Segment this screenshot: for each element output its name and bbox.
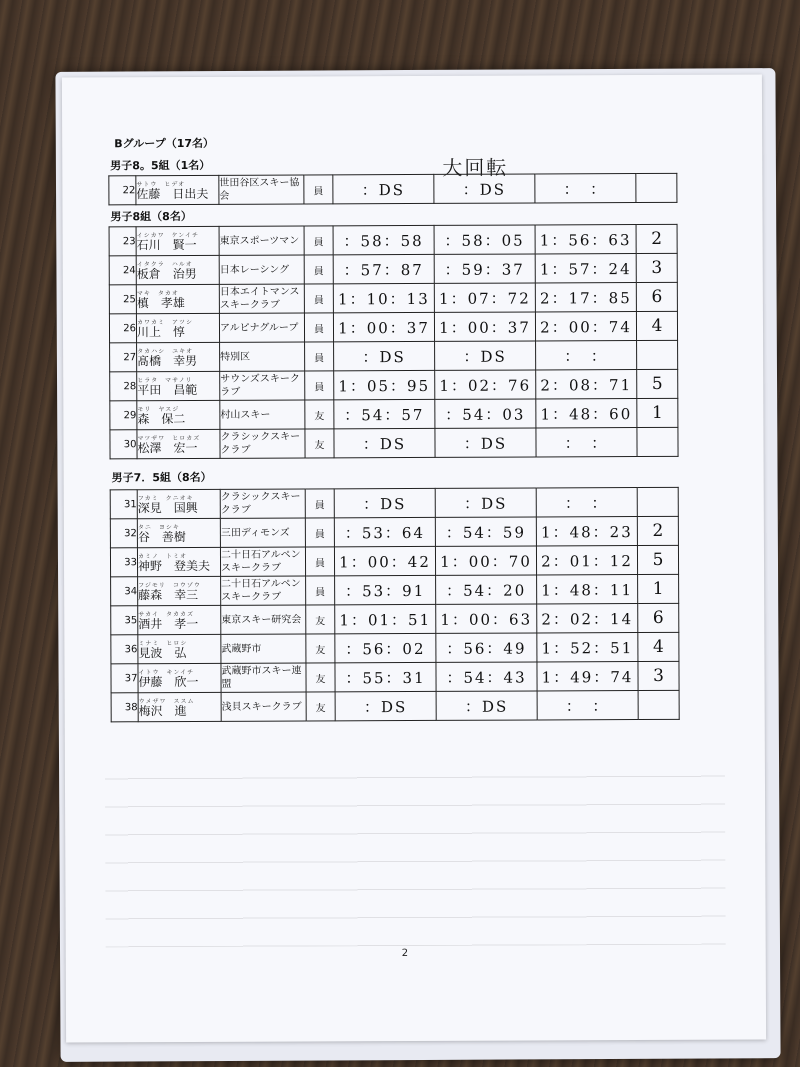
racer-name: [137, 371, 220, 400]
name-kanji: 伊藤 欣一: [138, 674, 199, 689]
section-title: 男子7．5組（8名）: [111, 470, 212, 485]
club-name: 日本エイトマンススキークラブ: [219, 284, 304, 313]
name-furigana: マキ タカオ: [136, 289, 179, 297]
racer-name: [138, 663, 221, 692]
member-type: 員: [304, 255, 333, 284]
club-name: クラシックスキークラブ: [220, 429, 305, 458]
name-furigana: カミノ トミオ: [137, 552, 188, 560]
bib-number: 34: [111, 577, 138, 606]
name-furigana: フジモリ コウゾウ: [138, 581, 201, 589]
name-kanji: 石川 賢一: [136, 237, 197, 252]
run1-time: ：53：91: [335, 575, 436, 604]
total-time: ： ：: [535, 174, 636, 203]
page-number: 2: [401, 948, 409, 960]
racer-name: [138, 634, 221, 663]
club-name: 浅貝スキークラブ: [221, 692, 306, 721]
club-name: 東京スキー研究会: [221, 605, 306, 634]
results-table: [108, 173, 677, 205]
rank: [638, 690, 679, 719]
member-type: 員: [306, 576, 335, 605]
run2-time: 1：00：63: [436, 604, 537, 633]
run2-time: ：54：03: [435, 399, 536, 428]
run1-time: ：53：64: [334, 517, 435, 546]
run2-time: ：DS: [435, 341, 536, 370]
table-row: [109, 253, 677, 284]
rank: [636, 173, 677, 202]
run1-time: 1：01：51: [335, 604, 436, 633]
total-time: ： ：: [536, 341, 637, 370]
rank: 5: [637, 369, 678, 398]
racer-name: [137, 429, 220, 458]
member-type: 員: [304, 175, 333, 204]
bib-number: 23: [109, 227, 136, 256]
run1-time: ：DS: [335, 691, 436, 720]
bib-number: 25: [109, 285, 136, 314]
run2-time: 1：02：76: [435, 370, 536, 399]
total-time: 1：48：60: [536, 399, 637, 428]
member-type: 員: [304, 313, 333, 342]
club-name: アルピナグループ: [219, 313, 304, 342]
bib-number: 30: [110, 430, 137, 459]
run1-time: ：DS: [334, 341, 435, 370]
name-kanji: 神野 登美夫: [137, 558, 211, 573]
total-time: 1：48：23: [536, 517, 637, 546]
name-kanji: 佐藤 日出夫: [136, 186, 209, 201]
run2-time: ：56：49: [436, 633, 537, 662]
run1-time: ：DS: [333, 174, 434, 203]
name-furigana: ミナミ ヒロシ: [138, 639, 188, 647]
rank: 2: [636, 224, 677, 253]
rank: [637, 340, 678, 369]
results-sheet: [62, 74, 766, 1042]
member-type: 友: [306, 692, 335, 721]
club-name: 武蔵野市スキー連盟: [221, 663, 306, 692]
run1-time: 1：00：37: [333, 312, 434, 341]
rank: 5: [637, 545, 678, 574]
bib-number: 28: [110, 372, 137, 401]
racer-name: [138, 605, 221, 634]
run1-time: 1：10：13: [333, 283, 434, 312]
name-kanji: 松澤 宏一: [137, 440, 198, 455]
run2-time: ：DS: [435, 428, 536, 457]
racer-name: [136, 255, 219, 284]
rank: 6: [638, 603, 679, 632]
name-kanji: 板倉 治男: [136, 266, 197, 281]
total-time: 2：02：14: [537, 604, 638, 633]
table-row: [111, 603, 679, 634]
table-row: [110, 427, 678, 458]
total-time: 1：57：24: [535, 254, 636, 283]
rank: 1: [637, 398, 678, 427]
name-furigana: マツザワ ヒロカズ: [137, 434, 201, 442]
run1-time: ：58：58: [333, 225, 434, 254]
bib-number: 29: [110, 401, 137, 430]
bib-number: 36: [111, 635, 138, 664]
table-row: [109, 282, 677, 313]
table-row: [111, 661, 679, 692]
run1-time: ：57：87: [333, 254, 434, 283]
table-row: [110, 516, 678, 547]
club-name: 特別区: [220, 342, 305, 371]
run1-time: ：54：57: [334, 399, 435, 428]
member-type: 員: [305, 547, 334, 576]
run2-time: ：59：37: [434, 254, 535, 283]
member-type: 友: [306, 605, 335, 634]
member-type: 員: [304, 284, 333, 313]
bib-number: 32: [110, 519, 137, 548]
racer-name: [137, 400, 220, 429]
member-type: 員: [305, 518, 334, 547]
racer-name: [136, 226, 219, 255]
name-kanji: 川上 惇: [136, 324, 186, 339]
run1-time: 1：05：95: [334, 370, 435, 399]
racer-name: [136, 313, 219, 342]
racer-name: [137, 489, 220, 518]
name-furigana: タニ ヨシキ: [137, 523, 180, 531]
group-title: Bグループ（17名）: [114, 136, 215, 151]
total-time: 1：49：74: [537, 662, 638, 691]
rank: [637, 487, 678, 516]
table-row: [109, 173, 677, 204]
club-name: 二十日石アルペンスキークラブ: [221, 576, 306, 605]
bib-number: 27: [110, 343, 137, 372]
total-time: 1：56：63: [535, 225, 636, 254]
name-kanji: 森 保二: [137, 411, 186, 426]
rank: 4: [636, 311, 677, 340]
total-time: 1：52：51: [537, 633, 638, 662]
total-time: 2：08：71: [536, 370, 637, 399]
rank: 2: [637, 516, 678, 545]
table-row: [110, 398, 678, 429]
name-kanji: 谷 善樹: [137, 529, 186, 544]
name-furigana: イシカワ ケンイチ: [136, 231, 200, 239]
total-time: ： ：: [536, 488, 637, 517]
club-name: 武蔵野市: [221, 634, 306, 663]
name-furigana: モリ ヤスジ: [137, 405, 180, 413]
run2-time: ：DS: [436, 691, 537, 720]
member-type: 友: [306, 663, 335, 692]
club-name: 二十日石アルペンスキークラブ: [220, 547, 305, 576]
handwritten-event-title: 大回転: [442, 155, 509, 180]
run2-time: ：58：05: [434, 225, 535, 254]
bib-number: 26: [109, 314, 136, 343]
bib-number: 22: [109, 176, 136, 205]
club-name: 村山スキー: [220, 400, 305, 429]
name-furigana: カワカミ アツシ: [136, 318, 193, 326]
run2-time: ：DS: [435, 488, 536, 517]
results-table: [110, 487, 680, 722]
rank: 3: [636, 253, 677, 282]
bib-number: 38: [111, 693, 138, 722]
club-name: 東京スポーツマン: [219, 226, 304, 255]
table-row: [109, 224, 677, 255]
name-furigana: サトウ ヒデオ: [136, 180, 186, 188]
run1-time: ：55：31: [335, 662, 436, 691]
table-row: [111, 632, 679, 663]
club-name: 三田ディモンズ: [220, 518, 305, 547]
bib-number: 35: [111, 606, 138, 635]
club-name: クラシックスキークラブ: [220, 489, 305, 518]
rank: 1: [638, 574, 679, 603]
table-row: [109, 311, 677, 342]
bib-number: 33: [110, 548, 137, 577]
racer-name: [138, 692, 221, 721]
bib-number: 24: [109, 256, 136, 285]
table-row: [111, 574, 679, 605]
rank: 3: [638, 661, 679, 690]
name-kanji: 藤森 幸三: [138, 587, 199, 602]
name-furigana: イトウ キンイチ: [138, 668, 195, 676]
run1-time: 1：00：42: [334, 546, 435, 575]
racer-name: [137, 547, 220, 576]
run1-time: ：DS: [334, 428, 435, 457]
total-time: ： ：: [536, 428, 637, 457]
total-time: 1：48：11: [537, 575, 638, 604]
run1-time: ：DS: [334, 488, 435, 517]
total-time: 2：01：12: [536, 546, 637, 575]
name-furigana: フカミ クニオキ: [137, 494, 194, 502]
section-title: 男子8組（8名）: [110, 209, 192, 224]
racer-name: [137, 342, 220, 371]
name-furigana: イタクラ ハルオ: [136, 260, 193, 268]
run2-time: 1：00：70: [435, 546, 536, 575]
table-row: [110, 487, 678, 518]
bib-number: 31: [110, 490, 137, 519]
table-row: [110, 545, 678, 576]
run2-time: ：54：59: [435, 517, 536, 546]
section-title: 男子8。5組（1名）: [110, 158, 211, 173]
name-furigana: ヒラタ マサノリ: [137, 376, 193, 384]
club-name: 日本レーシング: [219, 255, 304, 284]
total-time: 2：17：85: [535, 283, 636, 312]
run2-time: ：DS: [434, 174, 535, 203]
racer-name: [138, 576, 221, 605]
total-time: ： ：: [537, 691, 638, 720]
racer-name: [136, 284, 219, 313]
member-type: 友: [305, 429, 334, 458]
run2-time: 1：07：72: [434, 283, 535, 312]
run2-time: 1：00：37: [434, 312, 535, 341]
name-furigana: タカハシ ユキオ: [137, 347, 194, 355]
name-kanji: 梅沢 進: [138, 703, 187, 718]
total-time: 2：00：74: [535, 312, 636, 341]
member-type: 員: [304, 226, 333, 255]
member-type: 員: [305, 342, 334, 371]
table-row: [110, 340, 678, 371]
member-type: 友: [306, 634, 335, 663]
rank: [637, 427, 678, 456]
racer-name: [136, 175, 219, 204]
name-furigana: ウメザワ ススム: [138, 697, 195, 705]
name-kanji: 槙 孝雄: [136, 295, 185, 310]
racer-name: [137, 518, 220, 547]
run2-time: ：54：43: [436, 662, 537, 691]
club-name: 世田谷区スキー協会: [219, 175, 304, 204]
name-kanji: 平田 昌範: [137, 382, 198, 397]
member-type: 員: [305, 489, 334, 518]
member-type: 友: [305, 400, 334, 429]
name-kanji: 酒井 孝一: [138, 616, 199, 631]
table-row: [110, 369, 678, 400]
bib-number: 37: [111, 664, 138, 693]
run2-time: ：54：20: [436, 575, 537, 604]
name-kanji: 深見 国興: [137, 500, 198, 515]
member-type: 員: [305, 371, 334, 400]
rank: 6: [636, 282, 677, 311]
rank: 4: [638, 632, 679, 661]
results-table: [109, 224, 679, 459]
show-through-lines: [105, 765, 726, 948]
name-kanji: 見波 弘: [138, 645, 187, 660]
name-kanji: 髙橋 幸男: [137, 353, 198, 368]
run1-time: ：56：02: [335, 633, 436, 662]
table-row: [111, 690, 679, 721]
club-name: サウンズスキークラブ: [220, 371, 305, 400]
name-furigana: サカイ タカカズ: [138, 610, 194, 618]
